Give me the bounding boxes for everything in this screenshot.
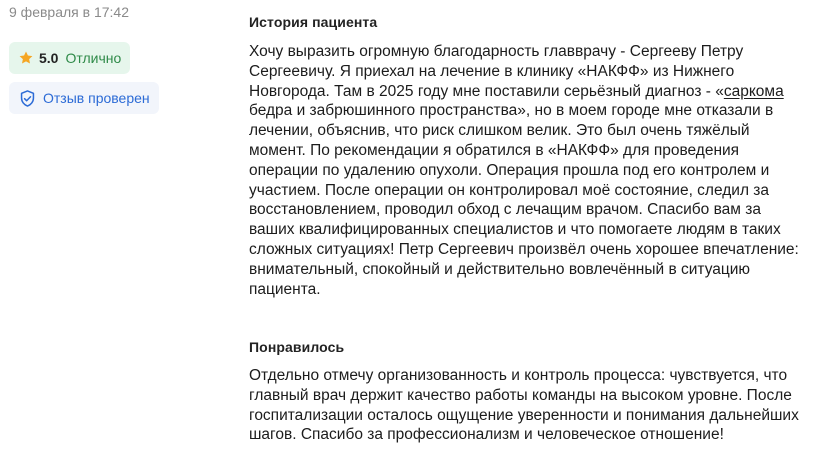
liked-text: Отдельно отмечу организованность и контроль процесса: чувствуется, что главный врач держит качество работы команды на высоком уровне. После госпитализации осталось ощущение уверенности и понимания дальнейших шагов. Спасибо за профессионализм и человеческое отношение! (249, 367, 799, 444)
verified-badge[interactable] (9, 82, 159, 114)
history-text-part1: Хочу выразить огромную благодарность главврачу - Сергееву Петру Сергеевичу. Я приехал на лечение в клинику «НАКФФ» из Нижнего Новгорода. Там в 2025 году мне поставили серьёзный диагноз - « (249, 43, 744, 100)
rating-label: Отлично (65, 50, 122, 66)
history-text-part2: бедра и забрюшинного пространства», но в моем городе мне отказали в лечении, объяснив, что риск слишком велик. Это был очень тяжёлый момент. По рекомендации я обратился в «НАКФФ» для проведения операции по удалению опухоли. Операция прошла под его контролем и участием. После операции он контролировал моё состояние, следил за восстановлением, проводил обход с лечащим врачом. Спасибо вам за ваших квалифицированных специалистов и что помогаете людям в таких сложных ситуациях! Петр Сергеевич произвёл очень хорошее впечатление: внимательный, спокойный и действительно вовлечённый в ситуацию пациента. (249, 102, 799, 298)
sarcoma-term-link[interactable]: саркома (723, 82, 784, 100)
rating-badge (9, 42, 130, 74)
history-text (249, 42, 809, 299)
shield-check-icon (18, 89, 37, 108)
review-date: 9 февраля в 17:42 (9, 4, 129, 20)
star-icon (18, 50, 34, 66)
verified-label: Отзыв проверен (43, 90, 150, 106)
rating-value: 5.0 (39, 50, 59, 66)
liked-title: Понравилось (249, 339, 345, 355)
history-title: История пациента (249, 14, 378, 30)
